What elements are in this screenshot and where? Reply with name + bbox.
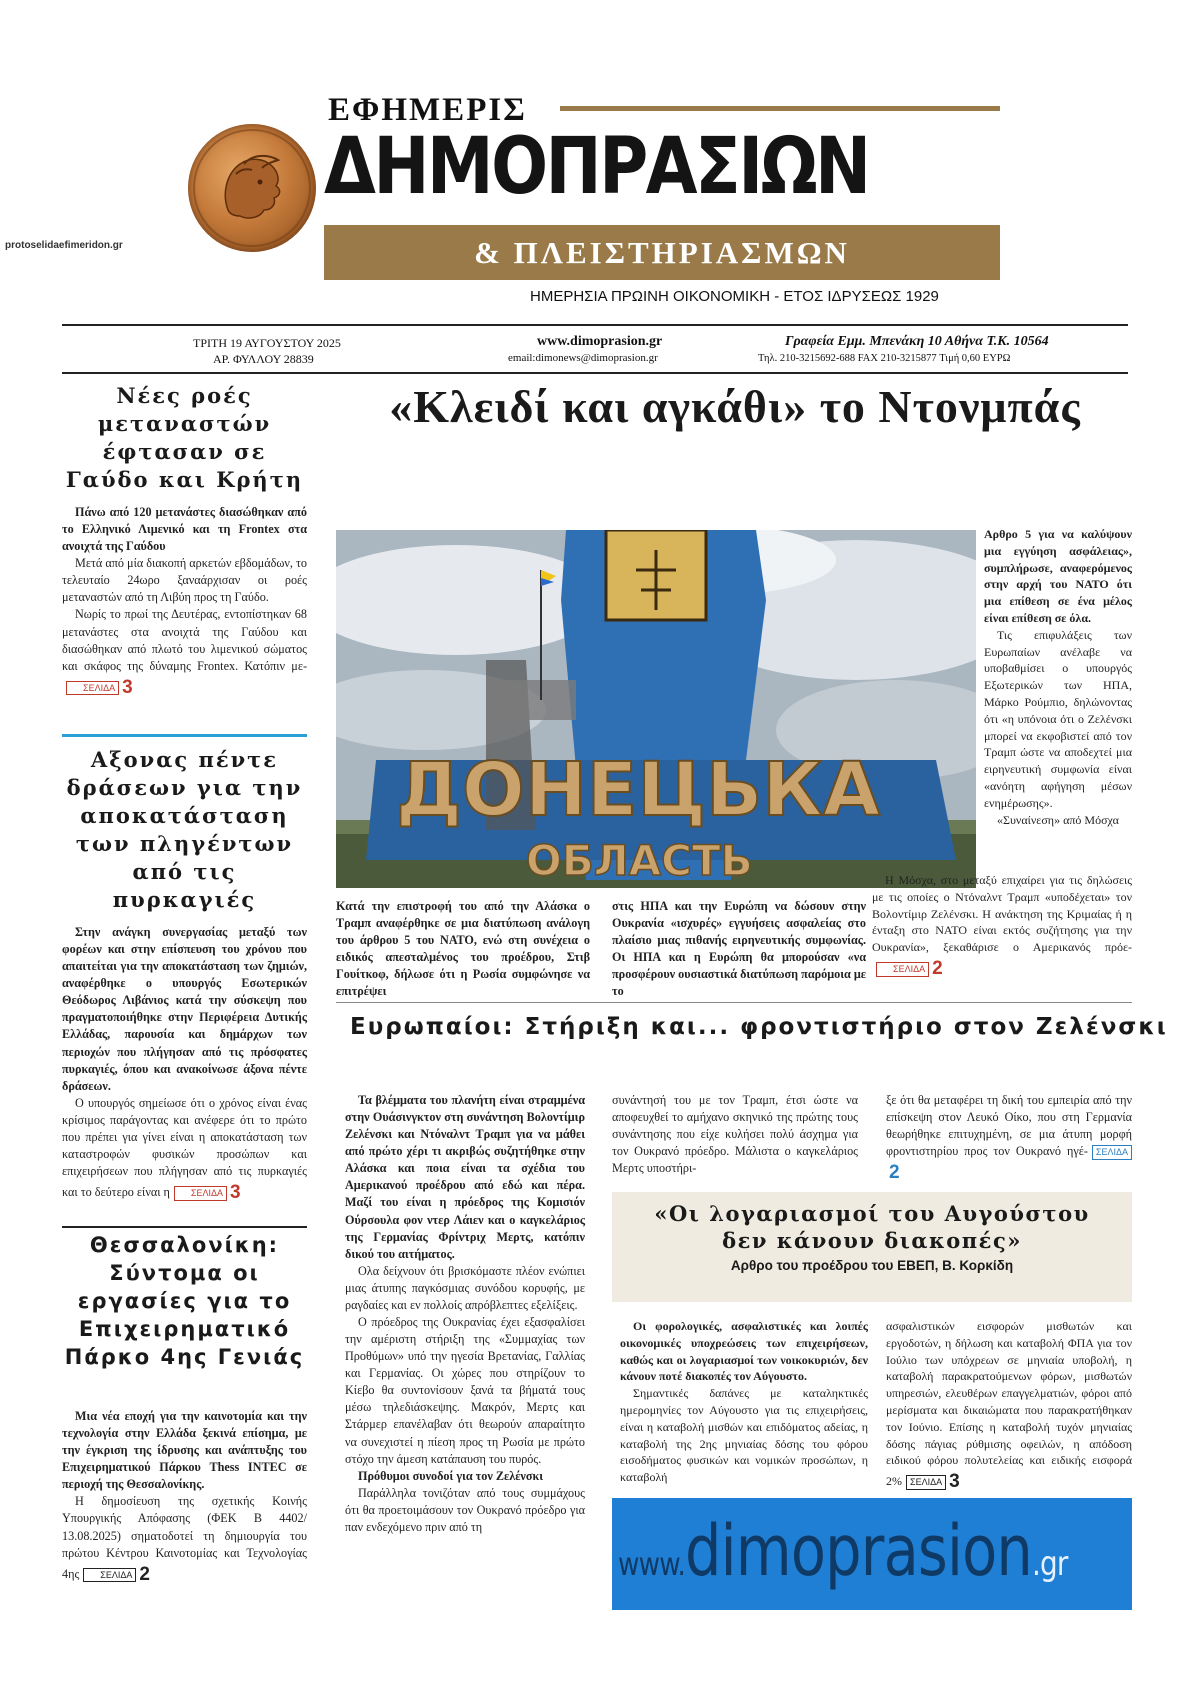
gavdos-title: Νέες ροές μεταναστών έφτασαν σε Γαύδο και Κρήτη [65,383,304,492]
sign-text-oblast: ОБЛАСТЬ [526,836,753,885]
thessaloniki-lead: Μια νέα εποχή για την καινοτομία και την τεχνολογία στην Ελλάδα ξεκινά επίσημα, με την έγκριση της ίδρυσης και ανάπτυξης του Επιχειρηματικού Πάρκου Thess INTEC σε περιοχή της Θεσσαλονίκης. [62,1409,307,1492]
europeans-subhead: Πρόθυμοι συνοδοί για τον Ζελένσκι [358,1468,544,1483]
gavdos-paragraph: Νωρίς το πρωί της Δευτέρας, εντοπίστηκαν 68 μετανάστες στα ανοιχτά της Γαύδου και διασώθηκαν από πλωτό του λιμενικού σώματος και σκάφος της δύναμης Frontex. Κατόπιν με- [62,607,307,673]
donbas-caption-right [612,898,866,1000]
august-title-box [612,1192,1132,1302]
banner-text [618,1510,1068,1592]
donbas-paragraph: Τις επιφυλάξεις των Ευρωπαίων ανέλαβε να υποβαθμίσει ο υπουργός Εξωτερικών των ΗΠΑ, Μάρκο Ρούμπιο, δηλώνοντας ότι «η υπόνοια ότι ο Ζελένσκι μπορεί να εκφοβιστεί από τον Τραμπ ώστε να αποδεχτεί μια ειρηνευτική συμφωνία είναι «ανόητη αφήγηση μέσων ενημέρωσης». [984,627,1132,810]
europeans-column-2 [612,1092,858,1177]
donbas-subhead: «Συναίνεση» από Μόσχα [997,812,1119,827]
gavdos-article [62,504,307,701]
europeans-paragraph: Παράλληλα τονιζόταν από τους συμμάχους ότι θα προετοιμάσουν τον Ουκρανό πρόεδρο για παν ενδεχόμενο πριν από τη [345,1485,585,1534]
fires-paragraph: Ο υπουργός σημείωσε ότι ο χρόνος είναι ένας κρίσιμος παράγοντας και ανέφερε ότι το πρώτο που πρέπει για γίνει είναι η αποκατάσταση των καταστροφών φυσικών προσώπων και επιχειρήσεων που πλήγησαν από τις πυρκαγιές και το δεύτερο είναι η [62,1095,307,1200]
page-ref-number[interactable]: 3 [230,1182,241,1204]
section-divider [62,734,307,737]
header-rule-top [62,324,1128,326]
august-lead: Οι φορολογικές, ασφαλιστικές και λοιπές οικονομικές υποχρεώσεις των επιχειρήσεων, καθώς και οι λογαριασμοί των νοικοκυριών, δεν κάνουν ποτέ διακοπές τον Αύγουστο. [620,1319,868,1384]
section-divider [336,1002,1132,1003]
donbas-lead: Αρθρο 5 για να καλύψουν μια εγγύηση ασφάλειας», συμπλήρωσε, αναφερόμενος στην αρχή του ΝΑΤΟ ότι μια επίθεση σε ένα μέλος είναι επίθεση σε όλα. [984,527,1132,625]
europeans-column-3 [886,1092,1132,1187]
donbas-caption-left [336,898,590,1000]
page-ref-number[interactable]: 3 [949,1471,960,1493]
header-rule-bottom [62,372,1128,374]
donbas-paragraph: Η Μόσχα, στο μεταξύ επιχαίρει για τις δηλώσεις με τις οποίες ο Ντόναλντ Τραμπ «υποδέχεται» τον Βολοντίμιρ Ζελένσκι. Η ανάκτηση της Κριμαίας ή η ένταξη στο ΝΑΤΟ είναι εκτός συζήτησης για την Ουκρανία», ξεκαθάρισε ο Αμερικανός πρόε- [872,873,1132,955]
issue-sheet-number: ΑΡ. ΦΥΛΛΟΥ 28839 [213,352,314,366]
banner-www: www. [618,1545,686,1583]
gavdos-lead: Πάνω από 120 μετανάστες διασώθηκαν από το Ελληνικό Λιμενικό και τη Frontex στα ανοιχτά της Γαύδου [62,505,307,554]
europeans-paragraph: ξε ότι θα μεταφέρει τη δική του εμπειρία από την επίσκεψη στον Λευκό Οίκο, που στη Γερμανία θεωρήθηκε επιτυχημένη, σε μια άτυπη μορφή φροντιστηρίου προς τον Ουκρανό ηγέ- [886,1093,1132,1159]
issue-date: ΤΡΙΤΗ 19 ΑΥΓΟΥΣΤΟΥ 2025 [193,336,341,350]
donbas-continuation [872,872,1132,983]
page-ref-label[interactable]: ΣΕΛΙΔΑ [66,681,119,696]
masthead-band: & ΠΛΕΙΣΤΗΡΙΑΣΜΩΝ [324,225,1000,280]
august-paragraph: Σημαντικές δαπάνες με καταληκτικές ημερομηνίες τον Αύγουστο για τις επιχειρήσεις, είναι η καταβολή μισθών και επιδόματος αδείας, η καταβολή της 2ης μηνιαίας δόσης του φόρου εισοδήματος φυσικών και νομικών προσώπων, η καταβολή [620,1386,868,1485]
banner-tld: .gr [1031,1544,1068,1584]
masthead-title: ΔΗΜΟΠΡΑΣΙΩΝ [324,122,869,212]
source-watermark: protoselidaefimeridon.gr [5,240,123,251]
europeans-paragraph: Ολα δείχνουν ότι βρισκόμαστε πλέον ενώπιει μιας άτυπης παγκόσμιας συνόδου κορυφής, με ραγδαίες και εν πολλοίς απρόβλεπτες εξελίξεις. [345,1263,585,1312]
donbas-right-column [984,526,1132,828]
sign-text-donetska: ДОНЕЦЬКА [396,747,881,833]
thessaloniki-title: Θεσσαλονίκη: Σύντομα οι εργασίες για το Επιχειρηματικό Πάρκο 4ης Γενιάς [64,1233,305,1369]
august-byline: Αρθρο του προέδρου του ΕΒΕΠ, Β. Κορκίδη [730,1258,1014,1273]
banner-name: dimoprasion [685,1510,1032,1592]
thessaloniki-paragraph: Η δημοσίευση της σχετικής Κοινής Υπουργικής Απόφασης (ΦΕΚ Β 4402/ 13.08.2025) σηματοδοτεί τη δημιουργία του πρώτου Κέντρου Καινοτομίας και Τεχνολογίας 4ης [62,1494,307,1581]
europeans-paragraph: συνάντησή του με τον Τραμπ, έτσι ώστε να αποφευχθεί το αμήχανο σκηνικό της πρώτης τους συνάντησης που είχε κυλήσει πολύ άσχημα για τον Ουκρανό πρόεδρο. Μάλιστα ο καγκελάριος Μερτς υποστήρι- [612,1093,858,1176]
page-ref-label[interactable]: ΣΕΛΙΔΑ [1092,1145,1132,1160]
donetsk-sign-photo [336,530,976,888]
page-ref-number[interactable]: 2 [889,1162,900,1184]
fires-lead: Στην ανάγκη συνεργασίας μεταξύ των φορέων και στην επίσπευση του χρόνου που απαιτείται για την αποκατάσταση των ζημιών, αναφέρθηκε ο υπουργός Εσωτερικών Θεόδωρος Λιβάνιος κατά την σύσκεψη που πραγματοποιήθηκε στην Περιφέρεια Δυτικής Ελλάδας, παρουσία και δημάρχων των περιοχών που πλήγησαν από τις πρόσφατες πυρκαγιές, όπου και ανακοίνωσε άξονα πέντε δράσεων. [62,925,307,1093]
email-link[interactable]: email:dimonews@dimoprasion.gr [508,352,658,364]
page-ref-number[interactable]: 2 [932,957,943,979]
gavdos-paragraph: Μετά από μία διακοπή αρκετών εβδομάδων, το τελευταίο 24ωρο ξαναάρχισαν οι ροές μεταναστών από τη Λιβύη προς τη Γαύδο. [62,556,307,605]
page-ref-label[interactable]: ΣΕΛΙΔΑ [906,1475,946,1490]
masthead-rule [560,106,1000,111]
website-link[interactable]: www.dimoprasion.gr [537,334,663,349]
august-title-line: δεν κάνουν διακοπές» [722,1228,1022,1254]
section-divider [62,1226,307,1228]
page-ref-label[interactable]: ΣΕΛΙΔΑ [174,1186,227,1201]
page-ref-label[interactable]: ΣΕΛΙΔΑ [876,962,929,977]
main-headline: «Κλειδί και αγκάθι» το Ντονμπάς [389,381,1081,432]
page-ref-number[interactable]: 2 [139,1563,150,1585]
august-column-2 [886,1318,1132,1496]
masthead-subtitle: ΗΜΕΡΗΣΙΑ ΠΡΩΙΝΗ ΟΙΚΟΝΟΜΙΚΗ - ΕΤΟΣ ΙΔΡΥΣΕΩΣ 1929 [530,288,939,305]
august-paragraph: ασφαλιστικών εισφορών μισθωτών και εργοδοτών, η δήλωση και καταβολή ΦΠΑ για τον Ιούλιο των υπόχρεων σε μηνιαία υποβολή, η καταβολή παρακρατούμενων φόρων, μισθωτών υπηρεσιών, ελευθέρων επαγγελματιών, φόροι από μερίσματα και δικαιώματα που παρακρατήθηκαν τον Ιούνιο. Επίσης η καταβολή τυχόν μηνιαίας δόσης πάγιας ρύθμισης οφειλών, η απόδοση ειδικού φόρου πολυτελείας και ειδικής εισφορά 2% [886,1319,1132,1489]
august-title [612,1200,1132,1255]
europeans-paragraph: Ο πρόεδρος της Ουκρανίας έχει εξασφαλίσει την αμέριστη στήριξη της «Συμμαχίας των Προθύμων» υπό την ηγεσία Βρετανίας, Γαλλίας και Γερμανίας. Οι χώρες που στηρίζουν το Κίεβο θα συντονίσουν ξανά τα βήματά τους μέσω τηλεδιάσκεψης. Μακρόν, Μερτς και Στάρμερ επανέλαβαν ότι θεωρούν απαραίτητο να συνεχιστεί η πίεση προς τη Ρωσία με πρώτο στόχο την άμεση κατάπαυση του πυρός. [345,1315,585,1466]
fires-title: Αξονας πέντε δράσεων για την αποκατάσταση των πληγέντων από τις πυρκαγιές [66,747,303,912]
fires-article [62,924,307,1207]
caption-text: Κατά την επιστροφή του από την Αλάσκα ο Τραμπ αναφέρθηκε σε μια διατύπωση ανάλογη του άρθρου 5 του ΝΑΤΟ, ενώ στη συνέχεια ο ειδικός απεσταλμένος του προέδρου, Στιβ Γουίτκοφ, δήλωσε ότι η Ρωσία συμφώνησε να επιτρέψει [336,899,590,999]
page-ref-label[interactable]: ΣΕΛΙΔΑ [83,1568,136,1583]
contact-line: Τηλ. 210-3215692-688 FAX 210-3215877 Τιμή 0,60 ΕΥΡΩ [758,353,1011,364]
europeans-column-1 [345,1092,585,1536]
europeans-title: Ευρωπαίοι: Στήριξη και... φροντιστήριο στον Ζελένσκι [350,1014,1168,1040]
page-ref-number[interactable]: 3 [122,676,133,698]
website-banner[interactable] [612,1498,1132,1610]
europeans-lead: Τα βλέμματα του πλανήτη είναι στραμμένα στην Ουάσινγκτον στη συνάντηση Βολοντίμιρ Ζελένσκι και Ντόναλντ Τραμπ για να μάθει από πρώτο χέρι τι ακριβώς συζητήθηκε στην Αλάσκα και ποια είναι τα σχέδια του Αμερικανού προέδρου από εδώ και πέρα. Μαζί του είναι η πρόεδρος της Κομισιόν Ούρσουλα φον ντερ Λάιεν και ο καγκελάριος της Γερμανίας Φρίντριχ Μερτς, κατόπιν δικού του αιτήματος. [345,1093,585,1261]
thessaloniki-article [62,1408,307,1588]
coin-logo [188,124,316,252]
office-address: Γραφεία Εμμ. Μπενάκη 10 Αθήνα Τ.Κ. 10564 [785,334,1049,349]
august-title-line: «Οι λογαριασμοί του Αυγούστου [654,1201,1090,1226]
caption-text: στις ΗΠΑ και την Ευρώπη να δώσουν στην Ουκρανία «ισχυρές» εγγυήσεις ασφαλείας στο πλαίσιο μιας πιθανής ειρηνευτικής συμφωνίας. Οι ΗΠΑ και η Ευρώπη θα μπορούσαν «να προσφέρουν ουσιαστικά διατύπωση παρόμοια με το [612,899,866,999]
masthead-top: ΕΦΗΜΕΡΙΣ [328,92,527,128]
august-column-1 [620,1318,868,1486]
